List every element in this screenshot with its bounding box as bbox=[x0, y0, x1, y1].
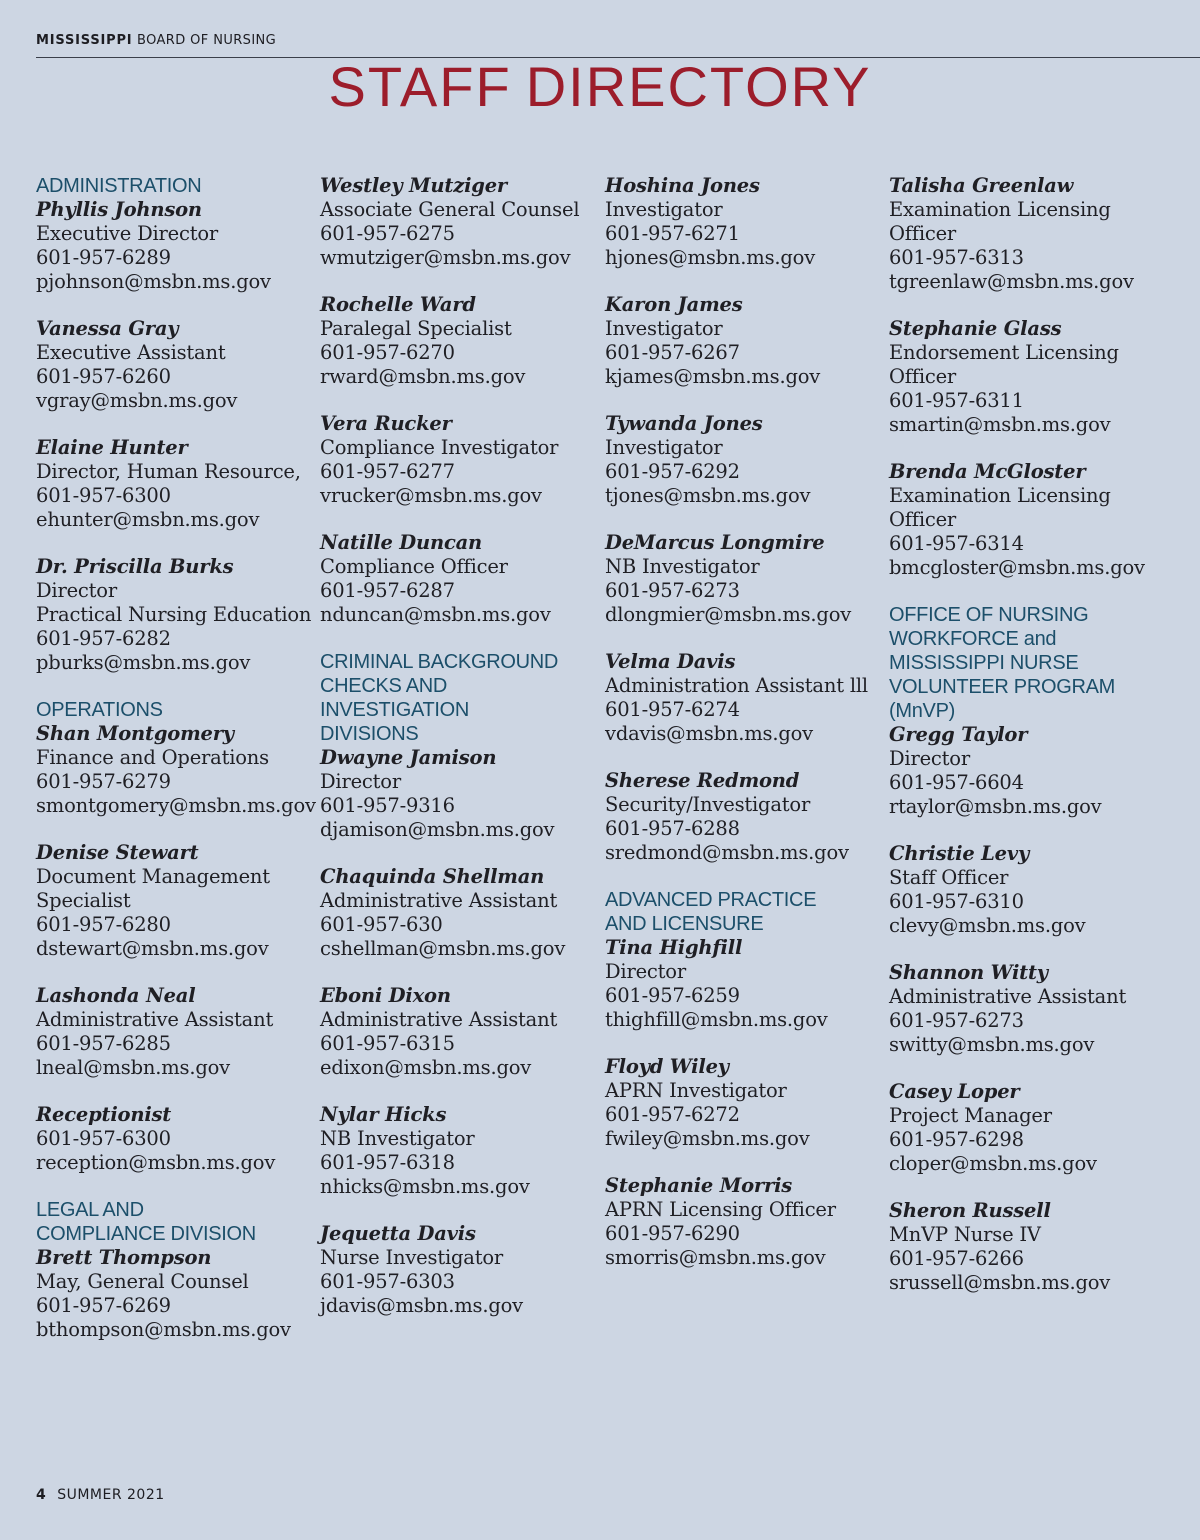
page-title-word-1: STAFF bbox=[328, 55, 512, 118]
staff-title: Investigator bbox=[605, 436, 723, 459]
staff-title: Project Manager bbox=[889, 1104, 1052, 1127]
staff-entry bbox=[320, 1103, 600, 1199]
staff-name: Vera Rucker bbox=[320, 412, 452, 435]
staff-title: Executive Director bbox=[36, 222, 219, 245]
staff-title: Administration Assistant lll bbox=[605, 674, 868, 697]
staff-email: jdavis@msbn.ms.gov bbox=[320, 1294, 523, 1317]
staff-phone: 601-957-6300 bbox=[36, 1127, 171, 1150]
staff-name: Talisha Greenlaw bbox=[889, 174, 1074, 197]
staff-phone: 601-957-6270 bbox=[320, 341, 455, 364]
staff-phone: 601-957-6280 bbox=[36, 913, 171, 936]
staff-phone: 601-957-6282 bbox=[36, 627, 171, 650]
staff-title: Director, Human Resource, bbox=[36, 460, 301, 483]
staff-email: dlongmier@msbn.ms.gov bbox=[605, 603, 852, 626]
staff-phone: 601-957-6260 bbox=[36, 365, 171, 388]
page-footer bbox=[36, 1487, 165, 1503]
staff-title: May, General Counsel bbox=[36, 1270, 249, 1293]
staff-email: clevy@msbn.ms.gov bbox=[889, 914, 1086, 937]
staff-email: wmutziger@msbn.ms.gov bbox=[320, 246, 571, 269]
staff-name: Velma Davis bbox=[605, 650, 736, 673]
staff-phone: 601-957-6273 bbox=[605, 579, 740, 602]
staff-phone: 601-957-6604 bbox=[889, 771, 1024, 794]
staff-email: ehunter@msbn.ms.gov bbox=[36, 508, 260, 531]
staff-title: Administrative Assistant bbox=[889, 985, 1127, 1008]
staff-title: APRN Licensing Officer bbox=[605, 1198, 836, 1221]
staff-email: kjames@msbn.ms.gov bbox=[605, 365, 821, 388]
staff-entry bbox=[36, 1246, 316, 1342]
staff-entry bbox=[889, 174, 1169, 294]
staff-name: Gregg Taylor bbox=[889, 723, 1028, 746]
section-heading: ADVANCED PRACTICE AND LICENSURE bbox=[605, 889, 817, 935]
staff-phone: 601-957-6271 bbox=[605, 222, 740, 245]
staff-email: rtaylor@msbn.ms.gov bbox=[889, 795, 1102, 818]
staff-name: Tina Highfill bbox=[605, 936, 743, 959]
staff-name: Sheron Russell bbox=[889, 1199, 1051, 1222]
staff-entry bbox=[605, 293, 885, 389]
staff-phone: 601-957-6298 bbox=[889, 1128, 1024, 1151]
staff-entry bbox=[36, 198, 316, 294]
staff-title: Examination Licensing Officer bbox=[889, 484, 1111, 531]
staff-phone: 601-957-6285 bbox=[36, 1032, 171, 1055]
staff-name: Brett Thompson bbox=[36, 1246, 212, 1269]
staff-email: vrucker@msbn.ms.gov bbox=[320, 484, 542, 507]
staff-phone: 601-957-6289 bbox=[36, 246, 171, 269]
staff-email: reception@msbn.ms.gov bbox=[36, 1151, 276, 1174]
staff-entry bbox=[605, 1055, 885, 1151]
staff-entry bbox=[605, 650, 885, 746]
staff-name: Stephanie Glass bbox=[889, 317, 1062, 340]
staff-email: thighfill@msbn.ms.gov bbox=[605, 1008, 828, 1031]
staff-phone: 601-957-6311 bbox=[889, 389, 1024, 412]
staff-email: smartin@msbn.ms.gov bbox=[889, 413, 1111, 436]
staff-name: Stephanie Morris bbox=[605, 1174, 793, 1197]
staff-name: Eboni Dixon bbox=[320, 984, 451, 1007]
staff-title: Examination Licensing Officer bbox=[889, 198, 1111, 245]
staff-entry bbox=[36, 436, 316, 532]
directory-column-2 bbox=[320, 174, 600, 1341]
staff-title: Nurse Investigator bbox=[320, 1246, 503, 1269]
staff-name: Nylar Hicks bbox=[320, 1103, 447, 1126]
staff-name: Westley Mutziger bbox=[320, 174, 508, 197]
staff-entry bbox=[889, 1080, 1169, 1176]
staff-title: NB Investigator bbox=[605, 555, 760, 578]
staff-title: Staff Officer bbox=[889, 866, 1009, 889]
staff-phone: 601-957-6288 bbox=[605, 817, 740, 840]
staff-title: Associate General Counsel bbox=[320, 198, 580, 221]
staff-name: Receptionist bbox=[36, 1103, 172, 1126]
staff-entry bbox=[320, 293, 600, 389]
section-heading: OPERATIONS bbox=[36, 699, 163, 721]
staff-title: MnVP Nurse IV bbox=[889, 1223, 1041, 1246]
staff-entry bbox=[320, 531, 600, 627]
staff-name: Natille Duncan bbox=[320, 531, 483, 554]
staff-name: Shan Montgomery bbox=[36, 722, 234, 745]
staff-name: Karon James bbox=[605, 293, 743, 316]
staff-phone: 601-957-630 bbox=[320, 913, 443, 936]
staff-name: Casey Loper bbox=[889, 1080, 1020, 1103]
staff-email: cshellman@msbn.ms.gov bbox=[320, 937, 566, 960]
staff-entry bbox=[605, 936, 885, 1032]
page-number: 4 bbox=[36, 1487, 47, 1503]
staff-name: Christie Levy bbox=[889, 842, 1030, 865]
staff-title: Compliance Investigator bbox=[320, 436, 559, 459]
staff-name: Tywanda Jones bbox=[605, 412, 763, 435]
staff-phone: 601-957-6303 bbox=[320, 1270, 455, 1293]
page-title-word-2: DIRECTORY bbox=[525, 55, 872, 118]
staff-entry bbox=[320, 174, 600, 270]
staff-title: Endorsement Licensing Officer bbox=[889, 341, 1119, 388]
staff-name: Lashonda Neal bbox=[36, 984, 196, 1007]
staff-email: smontgomery@msbn.ms.gov bbox=[36, 794, 316, 817]
staff-phone: 601-957-6300 bbox=[36, 484, 171, 507]
staff-entry bbox=[889, 723, 1169, 819]
section-heading: OFFICE OF NURSING WORKFORCE and MISSISSIPPI NURSE VOLUNTEER PROGRAM (MnVP) bbox=[889, 604, 1116, 722]
staff-email: pburks@msbn.ms.gov bbox=[36, 651, 251, 674]
staff-email: vgray@msbn.ms.gov bbox=[36, 389, 238, 412]
staff-email: djamison@msbn.ms.gov bbox=[320, 818, 555, 841]
staff-name: Rochelle Ward bbox=[320, 293, 476, 316]
staff-entry bbox=[889, 842, 1169, 938]
staff-entry bbox=[605, 412, 885, 508]
staff-phone: 601-957-6274 bbox=[605, 698, 740, 721]
staff-email: bmcgloster@msbn.ms.gov bbox=[889, 556, 1145, 579]
staff-title: Security/Investigator bbox=[605, 793, 811, 816]
staff-phone: 601-957-6272 bbox=[605, 1103, 740, 1126]
staff-entry bbox=[320, 1222, 600, 1318]
staff-title: Director bbox=[605, 960, 686, 983]
staff-entry bbox=[36, 722, 316, 818]
header-org-bold: MISSISSIPPI bbox=[36, 33, 133, 48]
staff-phone: 601-957-6292 bbox=[605, 460, 740, 483]
staff-title: Paralegal Specialist bbox=[320, 317, 512, 340]
staff-email: hjones@msbn.ms.gov bbox=[605, 246, 816, 269]
staff-entry bbox=[605, 769, 885, 865]
section-heading: ADMINISTRATION bbox=[36, 175, 202, 197]
staff-title: Director Practical Nursing Education bbox=[36, 579, 312, 626]
staff-phone: 601-957-6287 bbox=[320, 579, 455, 602]
header-org-rest: BOARD OF NURSING bbox=[136, 33, 277, 48]
staff-entry bbox=[320, 746, 600, 842]
staff-phone: 601-957-6290 bbox=[605, 1222, 740, 1245]
staff-name: Vanessa Gray bbox=[36, 317, 179, 340]
issue-label: SUMMER 2021 bbox=[57, 1487, 165, 1503]
staff-name: Hoshina Jones bbox=[605, 174, 760, 197]
staff-phone: 601-957-6277 bbox=[320, 460, 455, 483]
staff-entry bbox=[36, 841, 316, 961]
staff-email: lneal@msbn.ms.gov bbox=[36, 1056, 230, 1079]
staff-phone: 601-957-6314 bbox=[889, 532, 1024, 555]
staff-phone: 601-957-6259 bbox=[605, 984, 740, 1007]
staff-title: Administrative Assistant bbox=[320, 1008, 558, 1031]
staff-name: Dr. Priscilla Burks bbox=[36, 555, 234, 578]
page-title bbox=[0, 52, 1200, 122]
staff-title: Investigator bbox=[605, 198, 723, 221]
staff-entry bbox=[320, 412, 600, 508]
staff-title: Director bbox=[889, 747, 970, 770]
staff-entry bbox=[889, 1199, 1169, 1295]
section-heading: CRIMINAL BACKGROUND CHECKS AND INVESTIGATION DIVISIONS bbox=[320, 651, 559, 745]
staff-name: Brenda McGloster bbox=[889, 460, 1086, 483]
staff-title: Director bbox=[320, 770, 401, 793]
staff-name: Jequetta Davis bbox=[320, 1222, 476, 1245]
staff-email: switty@msbn.ms.gov bbox=[889, 1033, 1095, 1056]
staff-email: dstewart@msbn.ms.gov bbox=[36, 937, 269, 960]
staff-title: Investigator bbox=[605, 317, 723, 340]
staff-phone: 601-957-6273 bbox=[889, 1009, 1024, 1032]
staff-name: Chaquinda Shellman bbox=[320, 865, 545, 888]
staff-name: Denise Stewart bbox=[36, 841, 199, 864]
staff-entry bbox=[889, 317, 1169, 437]
staff-title: NB Investigator bbox=[320, 1127, 475, 1150]
staff-name: Sherese Redmond bbox=[605, 769, 800, 792]
staff-email: srussell@msbn.ms.gov bbox=[889, 1271, 1111, 1294]
staff-phone: 601-957-6313 bbox=[889, 246, 1024, 269]
staff-title: Executive Assistant bbox=[36, 341, 226, 364]
staff-email: vdavis@msbn.ms.gov bbox=[605, 722, 813, 745]
directory-column-1 bbox=[36, 174, 316, 1365]
staff-name: Floyd Wiley bbox=[605, 1055, 729, 1078]
directory-column-4 bbox=[889, 174, 1169, 1318]
staff-entry bbox=[605, 174, 885, 270]
staff-phone: 601-957-9316 bbox=[320, 794, 455, 817]
staff-title: APRN Investigator bbox=[605, 1079, 787, 1102]
staff-title: Document Management Specialist bbox=[36, 865, 270, 912]
staff-entry bbox=[889, 460, 1169, 580]
staff-phone: 601-957-6275 bbox=[320, 222, 455, 245]
staff-name: Dwayne Jamison bbox=[320, 746, 497, 769]
staff-email: smorris@msbn.ms.gov bbox=[605, 1246, 826, 1269]
staff-name: Elaine Hunter bbox=[36, 436, 188, 459]
staff-email: nhicks@msbn.ms.gov bbox=[320, 1175, 530, 1198]
staff-entry bbox=[36, 1103, 316, 1175]
staff-name: Phyllis Johnson bbox=[36, 198, 202, 221]
section-heading: LEGAL AND COMPLIANCE DIVISION bbox=[36, 1199, 256, 1245]
directory-column-3 bbox=[605, 174, 885, 1293]
staff-email: rward@msbn.ms.gov bbox=[320, 365, 526, 388]
staff-title: Administrative Assistant bbox=[36, 1008, 274, 1031]
staff-title: Administrative Assistant bbox=[320, 889, 558, 912]
staff-phone: 601-957-6310 bbox=[889, 890, 1024, 913]
staff-phone: 601-957-6266 bbox=[889, 1247, 1024, 1270]
staff-email: sredmond@msbn.ms.gov bbox=[605, 841, 849, 864]
staff-phone: 601-957-6318 bbox=[320, 1151, 455, 1174]
staff-entry bbox=[36, 555, 316, 675]
staff-entry bbox=[320, 865, 600, 961]
staff-email: fwiley@msbn.ms.gov bbox=[605, 1127, 810, 1150]
staff-email: tjones@msbn.ms.gov bbox=[605, 484, 811, 507]
publication-header bbox=[36, 33, 1200, 48]
staff-email: edixon@msbn.ms.gov bbox=[320, 1056, 532, 1079]
staff-entry bbox=[320, 984, 600, 1080]
staff-email: bthompson@msbn.ms.gov bbox=[36, 1318, 291, 1341]
staff-email: nduncan@msbn.ms.gov bbox=[320, 603, 551, 626]
staff-entry bbox=[605, 531, 885, 627]
staff-title: Finance and Operations bbox=[36, 746, 269, 769]
staff-phone: 601-957-6279 bbox=[36, 770, 171, 793]
staff-phone: 601-957-6267 bbox=[605, 341, 740, 364]
staff-phone: 601-957-6315 bbox=[320, 1032, 455, 1055]
staff-email: pjohnson@msbn.ms.gov bbox=[36, 270, 271, 293]
staff-title: Compliance Officer bbox=[320, 555, 508, 578]
staff-name: Shannon Witty bbox=[889, 961, 1048, 984]
staff-email: cloper@msbn.ms.gov bbox=[889, 1152, 1097, 1175]
staff-entry bbox=[36, 317, 316, 413]
staff-email: tgreenlaw@msbn.ms.gov bbox=[889, 270, 1134, 293]
staff-phone: 601-957-6269 bbox=[36, 1294, 171, 1317]
staff-entry bbox=[889, 961, 1169, 1057]
staff-entry bbox=[36, 984, 316, 1080]
staff-entry bbox=[605, 1174, 885, 1270]
staff-name: DeMarcus Longmire bbox=[605, 531, 825, 554]
